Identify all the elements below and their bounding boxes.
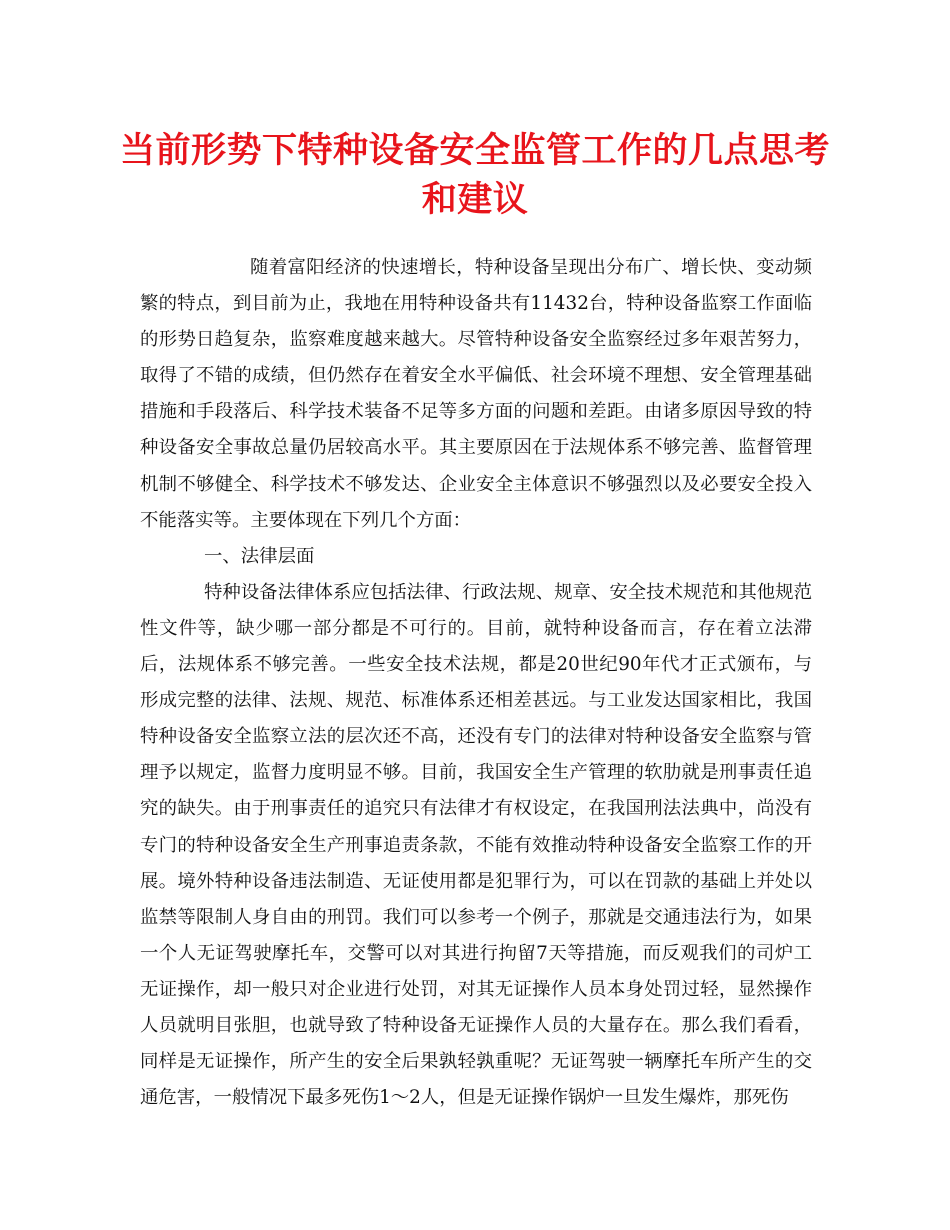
- section-heading-legal: 一、法律层面: [204, 545, 315, 567]
- paragraph-legal: 特种设备法律体系应包括法律、行政法规、规章、安全技术规范和其他规范性文件等，缺少哪一部分都是不可行的。目前，就特种设备而言，存在着立法滞后，法规体系不够完善。一些安全技术法规，都是20世纪90年代才正式颁布，与形成完整的法律、法规、规范、标准体系还相差甚远。与工业发达国家相比，我国特种设备安全监察立法的层次还不高，还没有专门的法律对特种设备安全监察与管理予以规定，监督力度明显不够。目前，我国安全生产管理的软肋就是刑事责任追究的缺失。由于刑事责任的追究只有法律才有权设定，在我国刑法法典中，尚没有专门的特种设备安全生产刑事追责条款，不能有效推动特种设备安全监察工作的开展。境外特种设备违法制造、无证使用都是犯罪行为，可以在罚款的基础上并处以监禁等限制人身自由的刑罚。我们可以参考一个例子，那就是交通违法行为，如果一个人无证驾驶摩托车，交警可以对其进行拘留7天等措施，而反观我们的司炉工无证操作，却一般只对企业进行处罚，对其无证操作人员本身处罚过轻，显然操作人员就明目张胆，也就导致了特种设备无证操作人员的大量存在。那么我们看看，同样是无证操作，所产生的安全后果孰轻孰重呢？无证驾驶一辆摩托车所产生的交通危害，一般情况下最多死伤1～2人，但是无证操作锅炉一旦发生爆炸，那死伤: [140, 581, 812, 1109]
- document-body: [140, 250, 812, 1116]
- paragraph-intro: 随着富阳经济的快速增长，特种设备呈现出分布广、增长快、变动频繁的特点，到目前为止，我地在用特种设备共有11432台，特种设备监察工作面临的形势日趋复杂，监察难度越来越大。尽管特种设备安全监察经过多年艰苦努力，取得了不错的成绩，但仍然存在着安全水平偏低、社会环境不理想、安全管理基础措施和手段落后、科学技术装备不足等多方面的问题和差距。由诸多原因导致的特种设备安全事故总量仍居较高水平。其主要原因在于法规体系不够完善、监督管理机制不够健全、科学技术不够发达、企业安全主体意识不够强烈以及必要安全投入不能落实等。主要体现在下列几个方面：: [140, 257, 812, 531]
- document-title: 当前形势下特种设备安全监管工作的几点思考和建议: [120, 130, 831, 220]
